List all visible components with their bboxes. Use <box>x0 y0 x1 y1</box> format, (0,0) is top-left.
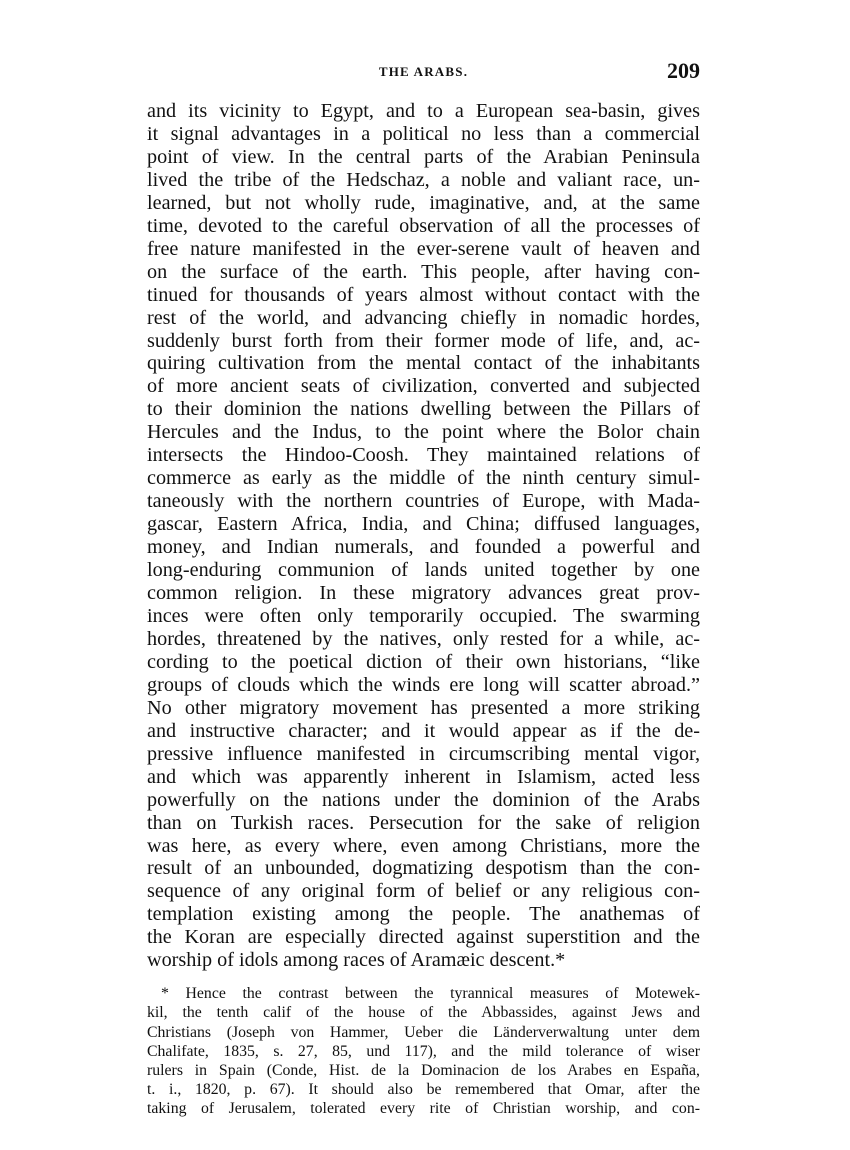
text-line: it signal advantages in a political no less than a commercial <box>147 122 700 145</box>
text-line: Hercules and the Indus, to the point where the Bolor chain <box>147 421 700 444</box>
text-line: tinued for thousands of years almost without contact with the <box>147 283 700 306</box>
text-line: commerce as early as the middle of the ninth century simul- <box>147 467 700 490</box>
text-line: result of an unbounded, dogmatizing despotism than the con- <box>147 857 700 880</box>
text-line: templation existing among the people. The anathemas of <box>147 903 700 926</box>
text-line: was here, as every where, even among Christians, more the <box>147 834 700 857</box>
text-line: long-enduring communion of lands united together by one <box>147 559 700 582</box>
text-line: the Koran are especially directed against superstition and the <box>147 926 700 949</box>
footnote-line: t. i., 1820, p. 67). It should also be remembered that Omar, after the <box>147 1081 700 1099</box>
footnote-line: Christians (Joseph von Hammer, Ueber die Länderverwaltung unter dem <box>147 1023 700 1041</box>
page-number: 209 <box>667 58 700 83</box>
text-line: No other migratory movement has presented a more striking <box>147 696 700 719</box>
text-line: of more ancient seats of civilization, converted and subjected <box>147 375 700 398</box>
text-line: than on Turkish races. Persecution for the sake of religion <box>147 811 700 834</box>
text-line: time, devoted to the careful observation of all the processes of <box>147 214 700 237</box>
text-line: worship of idols among races of Aramæic descent.* <box>147 949 566 972</box>
text-line: taneously with the northern countries of Europe, with Mada- <box>147 490 700 513</box>
text-line: on the surface of the earth. This people, after having con- <box>147 260 700 283</box>
text-line: groups of clouds which the winds ere long will scatter abroad.” <box>147 673 700 696</box>
text-line: common religion. In these migratory advances great prov- <box>147 582 700 605</box>
text-line: rest of the world, and advancing chiefly in nomadic hordes, <box>147 306 700 329</box>
text-line: and instructive character; and it would appear as if the de- <box>147 719 700 742</box>
text-line: quiring cultivation from the mental contact of the inhabitants <box>147 352 700 375</box>
text-line: intersects the Hindoo-Coosh. They maintained relations of <box>147 444 700 467</box>
footnote <box>147 984 700 1118</box>
text-line: money, and Indian numerals, and founded a powerful and <box>147 536 700 559</box>
text-line: suddenly burst forth from their former mode of life, and, ac- <box>147 329 700 352</box>
text-line: cording to the poetical diction of their own historians, “like <box>147 650 700 673</box>
text-line: free nature manifested in the ever-serene vault of heaven and <box>147 237 700 260</box>
footnote-line: kil, the tenth calif of the house of the Abbassides, against Jews and <box>147 1004 700 1022</box>
text-line: to their dominion the nations dwelling between the Pillars of <box>147 398 700 421</box>
running-head <box>147 58 700 88</box>
text-line: powerfully on the nations under the dominion of the Arabs <box>147 788 700 811</box>
running-title: THE ARABS. <box>378 64 469 79</box>
body-text <box>147 100 700 972</box>
text-line: lived the tribe of the Hedschaz, a noble and valiant race, un- <box>147 168 700 191</box>
footnote-line: rulers in Spain (Conde, Hist. de la Dominacion de los Arabes en España, <box>147 1062 700 1080</box>
text-line: learned, but not wholly rude, imaginative, and, at the same <box>147 191 700 214</box>
text-line: sequence of any original form of belief or any religious con- <box>147 880 700 903</box>
text-line: hordes, threatened by the natives, only rested for a while, ac- <box>147 627 700 650</box>
footnote-line: * Hence the contrast between the tyrannical measures of Motewek- <box>161 985 700 1003</box>
text-line: and its vicinity to Egypt, and to a European sea-basin, gives <box>147 100 700 122</box>
text-line: gascar, Eastern Africa, India, and China; diffused languages, <box>147 513 700 536</box>
text-line: pressive influence manifested in circumscribing mental vigor, <box>147 742 700 765</box>
text-line: inces were often only temporarily occupied. The swarming <box>147 604 700 627</box>
book-page <box>147 58 700 1119</box>
text-line: and which was apparently inherent in Islamism, acted less <box>147 765 700 788</box>
text-line: point of view. In the central parts of the Arabian Peninsula <box>147 145 700 168</box>
footnote-line: Chalifate, 1835, s. 27, 85, und 117), and the mild tolerance of wiser <box>147 1042 700 1060</box>
footnote-line: taking of Jerusalem, tolerated every rite of Christian worship, and con- <box>147 1100 700 1118</box>
